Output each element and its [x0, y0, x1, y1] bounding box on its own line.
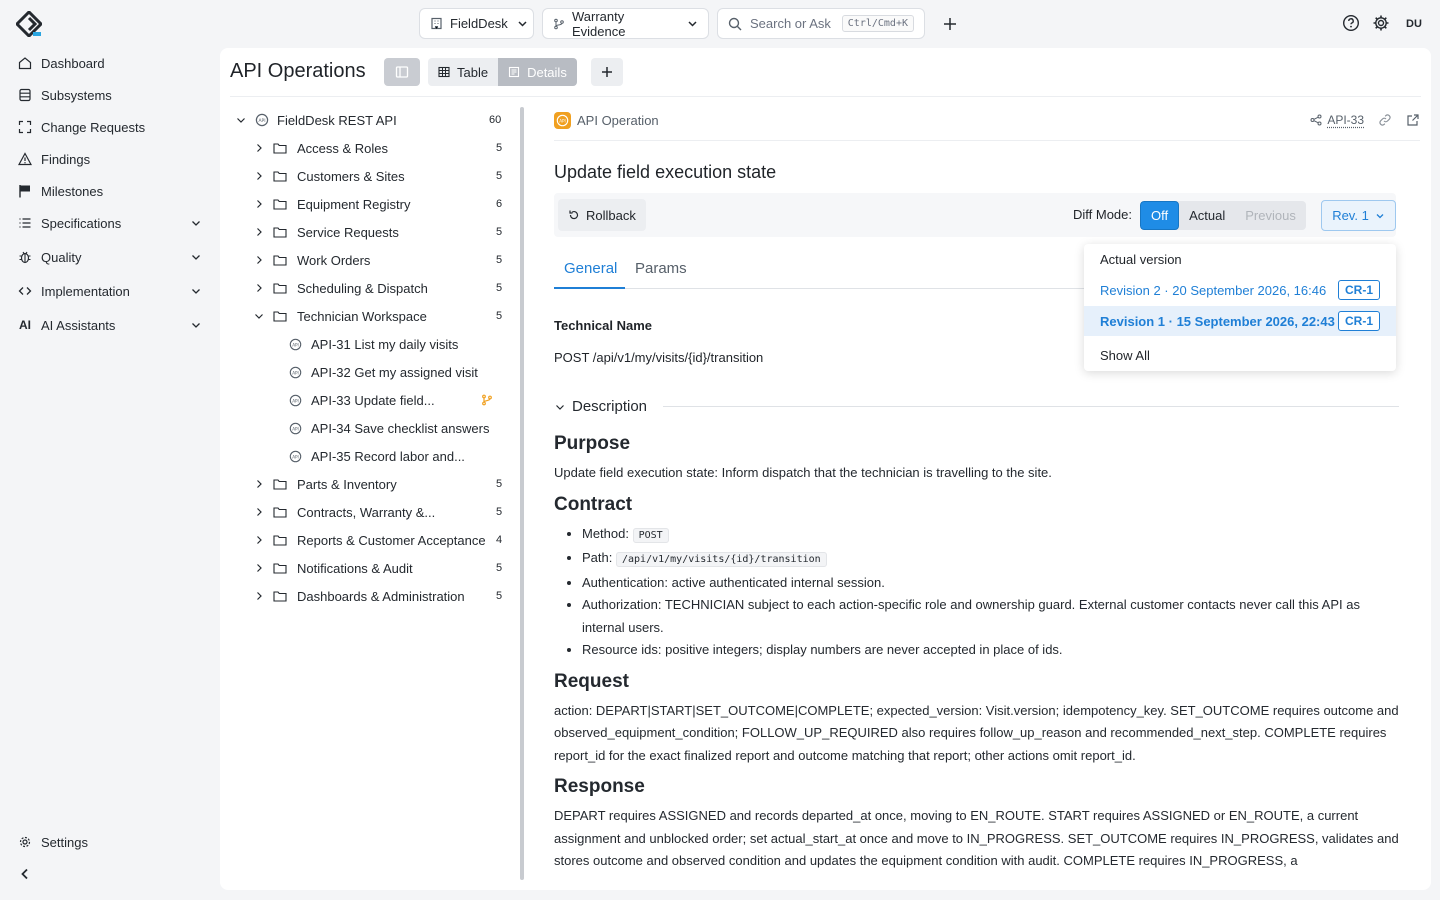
api-icon — [289, 366, 302, 379]
folder-icon — [273, 282, 287, 294]
chevron-right-icon — [253, 590, 271, 602]
folder-icon — [273, 310, 287, 322]
tree-label: Customers & Sites — [297, 168, 405, 184]
folder-icon — [273, 226, 287, 238]
tree-folder[interactable] — [253, 246, 503, 274]
chevron-right-icon — [253, 142, 271, 154]
revision-option-actual[interactable]: Actual version — [1100, 251, 1182, 267]
gear-icon[interactable] — [1372, 14, 1390, 32]
svg-text:API: API — [292, 369, 299, 375]
tree-folder[interactable] — [253, 498, 503, 526]
top-bar — [0, 0, 1440, 48]
help-icon[interactable] — [1342, 14, 1360, 32]
sidebar-item-quality[interactable] — [10, 243, 210, 271]
svg-text:API: API — [292, 341, 299, 347]
code-icon — [18, 284, 32, 298]
tree-label: Notifications & Audit — [297, 560, 413, 576]
folder-icon — [273, 170, 287, 182]
folder-icon — [273, 198, 287, 210]
sidebar-panel-icon — [395, 65, 409, 79]
chevron-down-icon — [235, 114, 253, 126]
tree-folder-expanded[interactable] — [253, 302, 503, 330]
description-label: Description — [572, 398, 648, 415]
link-icon[interactable] — [1378, 113, 1392, 127]
chevron-right-icon — [253, 506, 271, 518]
show-all-revisions[interactable]: Show All — [1100, 347, 1150, 363]
revision-toolbar — [554, 193, 1396, 237]
tree-label: Scheduling & Dispatch — [297, 280, 428, 296]
api-icon — [289, 394, 302, 407]
tree-count: 5 — [496, 142, 503, 154]
tree-folder[interactable] — [253, 134, 503, 162]
tree-label: API-33 Update field... — [311, 392, 435, 408]
active-tab-indicator — [554, 287, 625, 289]
tree-count: 4 — [496, 534, 503, 546]
home-icon — [18, 56, 32, 70]
method-label: Method: — [582, 525, 629, 541]
entity-type — [554, 112, 659, 129]
method-code: POST — [633, 528, 669, 543]
tree-operation[interactable] — [289, 358, 503, 386]
tree-label: Reports & Customer Acceptance — [297, 532, 486, 548]
purpose-text: Update field execution state: Inform dispatch that the technician is travelling to the site. — [554, 465, 1052, 480]
api-icon — [289, 422, 302, 435]
tab-params[interactable]: Params — [635, 260, 687, 277]
change-request-badge[interactable]: CR-1 — [1338, 280, 1380, 300]
list-item: • Authorization: TECHNICIAN subject to each action-specific role and ownership guard. External customer contacts never call this API as internal users. — [582, 594, 1402, 639]
list-item — [582, 523, 1402, 548]
tree-root[interactable] — [235, 106, 507, 134]
open-external-icon[interactable] — [1406, 113, 1420, 127]
tree-label: API-31 List my daily visits — [311, 336, 459, 352]
chevron-down-icon — [517, 18, 528, 29]
project-selector[interactable] — [419, 8, 534, 39]
tree-operation[interactable] — [289, 414, 503, 442]
chevron-down-icon — [190, 217, 202, 229]
chevron-right-icon — [253, 282, 271, 294]
svg-text:API: API — [292, 425, 299, 431]
diff-mode-actual[interactable]: Actual — [1189, 208, 1226, 223]
diff-mode-off[interactable]: Off — [1140, 201, 1179, 230]
chevron-right-icon — [253, 198, 271, 210]
sidebar-item-specifications[interactable] — [10, 209, 210, 237]
sidebar-item-findings[interactable] — [10, 145, 210, 173]
chevron-right-icon — [253, 562, 271, 574]
contract-heading: Contract — [554, 493, 633, 515]
chevron-right-icon — [253, 534, 271, 546]
user-avatar[interactable]: DU — [1406, 18, 1422, 30]
sidebar-item-implementation[interactable] — [10, 277, 210, 305]
sidebar-item-label: Dashboard — [41, 55, 105, 71]
tree-folder[interactable] — [253, 582, 503, 610]
tree-count: 5 — [496, 282, 503, 294]
table-icon — [438, 66, 450, 78]
view-tab-details[interactable] — [498, 58, 577, 86]
description-toggle[interactable] — [554, 398, 1399, 415]
app-logo[interactable] — [16, 11, 42, 37]
svg-text:API: API — [292, 397, 299, 403]
svg-text:API: API — [258, 119, 266, 124]
toggle-tree-button[interactable] — [384, 58, 420, 86]
rollback-button[interactable] — [558, 199, 646, 231]
branch-selector[interactable] — [542, 8, 709, 39]
sidebar-item-label: Specifications — [41, 215, 122, 231]
tree-label: FieldDesk REST API — [277, 112, 397, 128]
collapse-sidebar-icon[interactable] — [18, 867, 32, 881]
tree-count: 5 — [496, 310, 503, 322]
revision-dropdown — [1084, 244, 1396, 371]
add-icon[interactable] — [940, 14, 960, 34]
tree-folder[interactable] — [253, 554, 503, 582]
sidebar-item-dashboard[interactable] — [10, 49, 210, 77]
tree-count: 5 — [496, 590, 503, 602]
tree-count: 5 — [496, 562, 503, 574]
main-panel — [220, 48, 1431, 890]
sidebar-item-settings[interactable] — [10, 828, 210, 856]
tree-operation[interactable] — [289, 330, 503, 358]
request-heading: Request — [554, 670, 629, 692]
warning-icon — [18, 152, 32, 166]
request-text: action: DEPART|START|SET_OUTCOME|COMPLETE; expected_version: Visit.version; idempotency_key. SET_OUTCOME requires outcome and observed_equipment_condition; FOLLOW_UP_REQUIRED also requires follow_up_reason and recommended_next_step. COMPLETE requires report_id for the exact finalized report and outcome matching that report; other actions omit report_id. — [554, 702, 1399, 763]
entity-type-label: API Operation — [577, 113, 659, 128]
building-icon — [430, 17, 443, 30]
bug-icon — [18, 250, 32, 264]
folder-icon — [273, 142, 287, 154]
chevron-down-icon — [687, 18, 698, 29]
entity-actions — [1310, 113, 1420, 127]
tree-label: API-35 Record labor and... — [311, 448, 465, 464]
tree-folder[interactable] — [253, 218, 503, 246]
path-label: Path: — [582, 550, 613, 565]
contract-list — [582, 523, 1402, 662]
chevron-down-icon — [190, 285, 202, 297]
rollback-label: Rollback — [586, 207, 636, 223]
tree-label: Access & Roles — [297, 140, 389, 156]
database-icon — [18, 88, 32, 102]
chevron-down-icon — [190, 319, 202, 331]
tree-count: 5 — [496, 506, 503, 518]
change-request-badge[interactable]: CR-1 — [1338, 311, 1380, 331]
sidebar — [0, 48, 220, 900]
list-icon — [18, 216, 32, 230]
tree-folder[interactable] — [253, 162, 503, 190]
diff-mode-toggle — [1140, 201, 1306, 230]
branch-name: Warranty Evidence — [572, 8, 626, 39]
divider — [554, 140, 1420, 141]
technical-name-value: POST /api/v1/my/visits/{id}/transition — [554, 350, 764, 365]
sidebar-item-label: AI Assistants — [41, 317, 116, 333]
tree-count: 60 — [489, 114, 502, 126]
view-tab-label: Table — [457, 64, 489, 80]
sidebar-item-label: Settings — [41, 834, 88, 850]
revision-option-label: Revision 2 · 20 September 2026, 16:46 — [1100, 282, 1327, 298]
tree-label: Service Requests — [297, 224, 399, 240]
tree-folder[interactable] — [253, 526, 503, 554]
tree-folder[interactable] — [253, 470, 503, 498]
tree-label: API-34 Save checklist answers — [311, 420, 490, 436]
details-icon — [508, 66, 520, 78]
tree-count: 5 — [496, 170, 503, 182]
revision-option-selected[interactable] — [1084, 306, 1396, 336]
view-tab-table[interactable] — [428, 58, 498, 86]
response-heading: Response — [554, 776, 645, 797]
ai-icon: AI — [19, 318, 31, 332]
tab-general[interactable]: General — [564, 260, 618, 277]
tree-label: Dashboards & Administration — [297, 588, 465, 604]
chevron-right-icon — [253, 226, 271, 238]
chevron-down-icon — [253, 310, 271, 322]
search-placeholder: Search or Ask — [750, 16, 831, 31]
page-title: API Operations — [230, 60, 366, 82]
gear-icon — [18, 835, 32, 849]
tree-operation-selected[interactable] — [289, 386, 503, 414]
divider — [663, 406, 1399, 407]
entity-id: API-33 — [1327, 113, 1364, 127]
chevron-down-icon — [1375, 211, 1385, 221]
chevron-down-icon — [190, 251, 202, 263]
api-badge-icon — [554, 112, 571, 129]
tree-label: API-32 Get my assigned visit — [311, 364, 478, 380]
description-content — [554, 424, 1402, 879]
add-view-button[interactable] — [591, 58, 623, 86]
tree-count: 6 — [496, 198, 503, 210]
response-text: DEPART requires ASSIGNED and records departed_at once, moving to EN_ROUTE. START requires ASSIGNED or EN_ROUTE, a current assignment and unblocked order; set actual_start_at once and move to IN_PROGRESS. SET_OUTCOME requires IN_PROGRESS, validates and stores outcome and observed condition and updates the equipment condition with audit. COMPLETE requires IN_PROGRESS, a — [554, 808, 1399, 868]
revision-option-label: Revision 1 · 15 September 2026, 22:43 — [1100, 313, 1335, 329]
sidebar-item-label: Milestones — [41, 183, 104, 199]
operation-title: Update field execution state — [554, 162, 777, 182]
tree-label: Parts & Inventory — [297, 476, 397, 492]
expand-icon — [18, 120, 32, 134]
tree-label: Technician Workspace — [297, 308, 427, 324]
diff-mode-label: Diff Mode: — [1073, 207, 1133, 222]
api-icon — [255, 113, 269, 127]
path-code: /api/v1/my/visits/{id}/transition — [616, 552, 827, 567]
list-item: • Resource ids: positive integers; display numbers are never accepted in place of ids. — [582, 639, 1402, 662]
search-shortcut: Ctrl/Cmd+K — [842, 15, 914, 32]
api-icon — [289, 450, 302, 463]
folder-icon — [273, 478, 287, 490]
header-divider — [230, 96, 1421, 97]
tree-count: 5 — [496, 478, 503, 490]
diff-mode-previous: Previous — [1245, 208, 1296, 223]
sidebar-item-label: Quality — [41, 249, 82, 265]
sidebar-item-label: Implementation — [41, 283, 130, 299]
search-icon — [728, 17, 742, 31]
search-box[interactable] — [717, 8, 925, 39]
folder-icon — [273, 534, 287, 546]
sidebar-item-ai-assistants[interactable] — [10, 311, 210, 339]
tree-operation[interactable] — [289, 442, 503, 470]
folder-icon — [273, 254, 287, 266]
view-tab-label: Details — [527, 64, 567, 80]
list-item — [582, 547, 1402, 572]
chevron-down-icon — [554, 401, 566, 413]
sidebar-item-subsystems[interactable] — [10, 81, 210, 109]
revision-label: Rev. 1 — [1332, 208, 1369, 223]
api-badge-text: API — [559, 118, 566, 124]
folder-icon — [273, 562, 287, 574]
panel-resize-handle[interactable] — [520, 107, 524, 880]
sidebar-item-label: Subsystems — [41, 87, 112, 103]
plus-icon — [600, 65, 614, 79]
tree-label: Work Orders — [297, 252, 371, 268]
sidebar-item-label: Change Requests — [41, 119, 146, 135]
tree-folder[interactable] — [253, 274, 503, 302]
technical-name-label: Technical Name — [554, 318, 653, 333]
api-icon — [289, 338, 302, 351]
entity-id-link[interactable] — [1310, 113, 1364, 127]
tree-label: Equipment Registry — [297, 196, 411, 212]
sidebar-item-change-requests[interactable] — [10, 113, 210, 141]
revision-selector[interactable] — [1321, 200, 1396, 231]
project-name: FieldDesk — [450, 16, 508, 31]
svg-text:API: API — [292, 453, 299, 459]
revision-option[interactable] — [1084, 275, 1396, 305]
chevron-right-icon — [253, 478, 271, 490]
share-icon — [1310, 114, 1322, 126]
folder-icon — [273, 590, 287, 602]
sidebar-item-label: Findings — [41, 151, 91, 167]
tree-count: 5 — [496, 226, 503, 238]
view-switcher — [428, 58, 577, 86]
chevron-right-icon — [253, 170, 271, 182]
tree-folder[interactable] — [253, 190, 503, 218]
branch-changed-icon — [481, 394, 493, 406]
tree-label: Contracts, Warranty &... — [297, 504, 436, 520]
flag-icon — [18, 184, 32, 198]
folder-icon — [273, 506, 287, 518]
branch-icon — [553, 18, 565, 30]
list-item: • Authentication: active authenticated internal session. — [582, 572, 1402, 595]
chevron-right-icon — [253, 254, 271, 266]
purpose-heading: Purpose — [554, 433, 631, 454]
tree-count: 5 — [496, 254, 503, 266]
rotate-icon — [568, 209, 580, 221]
sidebar-item-milestones[interactable] — [10, 177, 210, 205]
